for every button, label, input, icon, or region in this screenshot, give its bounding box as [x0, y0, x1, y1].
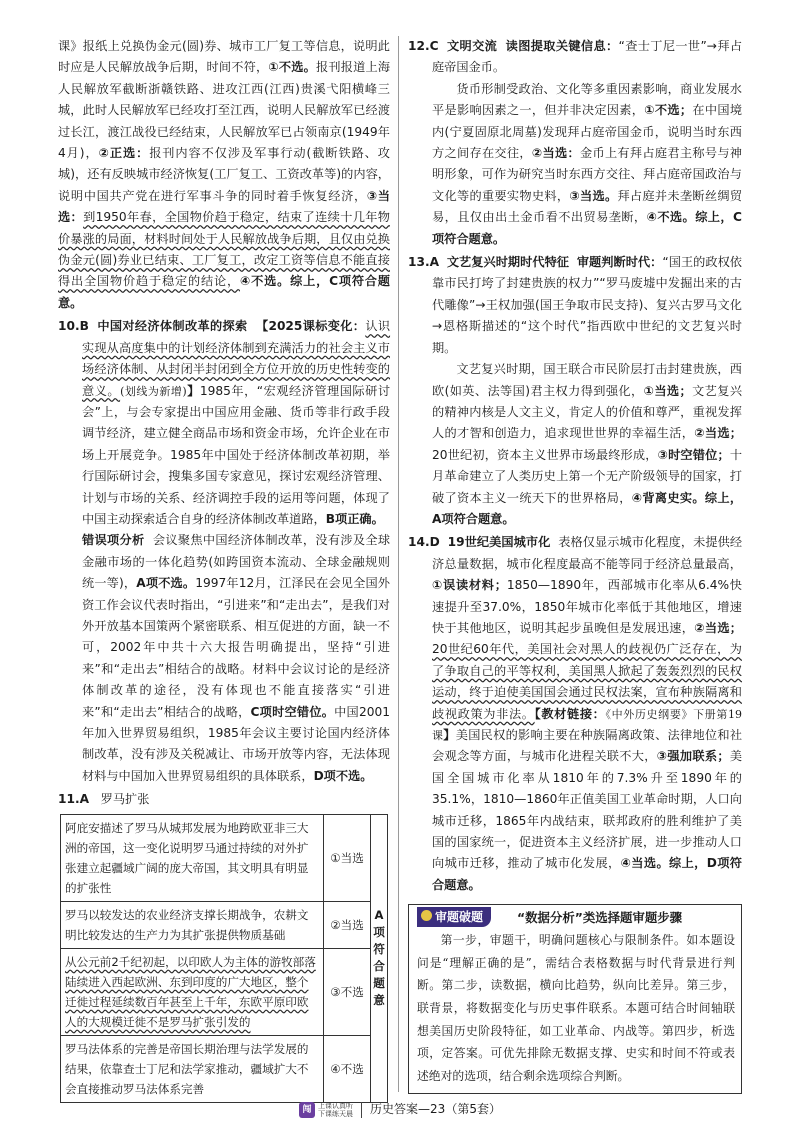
q11-analysis-table	[60, 814, 388, 1103]
q13-answer: 13.A 文艺复兴时期时代特征 审题判断时代：“国王的政权依靠市民打垮了封建贵族的权力”“罗马废墟中发掘出来的古代雕像”→王权加强(国王争取市民支持)、复兴古罗马文化→恩格斯描述的“这个时代”指西欧中世纪的文艺复兴时期。	[408, 255, 742, 355]
brand-logo: 闯 上课认真听 下课练天晨	[299, 1102, 353, 1118]
q11-answer-cell: A项符合题意	[371, 814, 388, 1102]
q12-answer: 12.C 文明交流 读图提取关键信息：“查士丁尼一世”→拜占庭帝国金币。	[408, 39, 743, 75]
right-column	[408, 36, 742, 1094]
tip-tag: 审题破题	[417, 907, 491, 927]
q9-continuation: 课》报纸上兑换伪金元(圆)券、城市工厂复工等信息，说明此时应是人民解放战争后期，时间不符，①不选。报刊报道上海人民解放军截断浙赣铁路、进攻江西(江西)贵溪弋阳横峰三城，此时人民解放军已经攻打至江西，说明人民解放军已经渡过长江，渡江战役已经结束，人民解放军已占领南京(1949年4月)，②正选：报刊内容不仅涉及军事行动(截断铁路、攻城)，还有反映城市经济恢复(工厂复工、工资改革等)的内容，说明中国共产党在进行军事斗争的同时着手恢复经济，③当选：到1950年春，全国物价趋于稳定，结束了连续十几年物价暴涨的局面，材料时间处于人民解放战争后期，且仅由兑换伪金元(圆)券业已结束、工厂复工，改定工资等信息不能直接得出全国物价趋于稳定的结论，④不选。综上，C项符合题意。	[58, 39, 391, 310]
q10-error-analysis: 错误项分析 会议聚焦中国经济体制改革，没有涉及全球金融市场的一体化趋势(如跨国资本流动、全球金融规则统一等)，A项不选。1997年12月，江泽民在会见全国外资工作会议代表时指出，“引进来”和“走出去”，是我们对外开放基本国策两个紧密联系、相互促进的方面，缺一不可，2002年中共十六大报告明确提出，坚持“引进来”和“走出去”相结合的战略。材料中会议讨论的是经济体制改革的途径，没有体现也不能直接落实“引进来”和“走出去”相结合的战略，C项时空错位。中国2001年加入世界贸易组织，1985年会议主要讨论国内经济体制改革，没有涉及关税减让、市场开放等内容，无法体现材料与中国加入世界贸易组织的具体联系，D项不选。	[82, 533, 391, 783]
error-analysis-label: 错误项分析	[82, 533, 145, 548]
table-row: 从公元前2千纪初起，以印欧人为主体的游牧部落陆续进入西起欧洲、东到印度的广大地区，整个迁徙过程延续数百年甚至上千年，东欧平原印欧人的大规模迁徙不是罗马扩张引发的 ③不选	[61, 948, 388, 1035]
left-column	[58, 36, 390, 1103]
q14-number: 14.D	[408, 535, 440, 550]
q10-answer: 10.B 中国对经济体制改革的探索 【2025课标变化：认识实现从高度集中的计划经济体制到充满活力的社会主义市场经济体制、从封闭半封闭到全方位开放的历史性转变的意义。(划线为新增)】1985年，“宏观经济管理国际研讨会”上，与会专家提出中国应用金融、货币等非行政手段调节经济，建立健全商品市场和资金市场，允许企业在市场上开展竞争。1985年中国处于经济体制改革初期，举行国际研讨会，搜集多国专家意见，探讨宏观经济管理、计划与市场的关系、经济调控手段的运用等问题，体现了中国主动探索适合自身的经济体制改革道路，B项正确。	[58, 319, 391, 526]
q10-number: 10.B	[58, 319, 89, 334]
tip-text: 第一步，审题干，明确问题核心与限制条件。如本题设问是“理解正确的是”，需结合表格数据与时代背景进行判断。第二步，读数据，横向比趋势，纵向比差异。第三步，联背景，将数据变化与历史事件联系。本题可结合时间轴联想美国历史阶段特征，如工业革命、内战等。第四步，析选项，定答案。可优先排除无数据支撑、史实和时间不符或表述绝对的选项，结合剩余选项综合判断。	[417, 933, 735, 1083]
table-row: 罗马以较发达的农业经济支撑长期战争，农耕文明比较发达的生产力为其扩张提供物质基础 ②当选	[61, 901, 388, 948]
brand-logo-icon: 闯	[299, 1102, 315, 1118]
lightbulb-icon	[421, 910, 432, 921]
tip-header	[417, 905, 735, 929]
exam-tip-box	[408, 904, 742, 1094]
q12-body: 货币形制受政治、文化等多重因素影响，商业发展水平是影响因素之一，但并非决定因素，①不选；在中国境内(宁夏固原北周墓)发现拜占庭帝国金币，说明当时东西方之间存在交往，②当选：金币上有拜占庭君主称号与神明形象，可作为研究当时东西方交往、拜占庭帝国政治与文化等的重要实物史料，③当选。拜占庭并未垄断丝绸贸易，且仅由出土金币看不出贸易垄断，④不选。综上，C项符合题意。	[432, 81, 743, 246]
q13-body: 文艺复兴时期，国王联合市民阶层打击封建贵族，西欧(如英、法等国)君主权力得到强化，①当选；文艺复兴的精神内核是人文主义，肯定人的价值和尊严，重视发挥人的才智和创造力，追求现世世界的幸福生活，②当选；20世纪初，资本主义世界市场最终形成，③时空错位；十月革命建立了人类历史上第一个无产阶级领导的国家，打破了资本主义一统天下的世界格局，④背离史实。综上，A项符合题意。	[432, 362, 743, 526]
q12-number: 12.C	[408, 39, 439, 53]
q13-number: 13.A	[408, 255, 440, 270]
page-number: 历史答案—23（第5套）	[370, 1102, 501, 1117]
table-row: 阿庇安描述了罗马从城邦发展为地跨欧亚非三大洲的帝国，这一变化说明罗马通过持续的对外扩张建立起疆域广阔的庞大帝国，其文明具有明显的扩张性 ①当选 A项符合题意	[61, 814, 388, 901]
q11-topic: 罗马扩张	[100, 792, 150, 807]
footer-separator	[361, 1102, 362, 1118]
page-footer	[0, 1098, 800, 1121]
q11-number: 11.A	[58, 792, 90, 807]
column-divider	[398, 36, 399, 1092]
q10-topic: 中国对经济体制改革的探索	[97, 319, 248, 334]
table-row: 罗马法体系的完善是帝国长期治理与法学发展的结果，依靠查士丁尼和法学家推动，疆域扩大不会直接推动罗马法体系完善 ④不选	[61, 1035, 388, 1102]
q11-answer	[58, 789, 390, 810]
q14-answer: 14.D 19世纪美国城市化 表格仅显示城市化程度，未提供经济总量数据，城市化程度最高不能等同于经济总量最高，①误读材料；1850—1890年，西部城市化率从6.4%快速提升至37.0%，1850年城市化率低于其他地区，增速快于其他地区，说明其起步虽晚但是发展迅速，②当选；20世纪60年代，美国社会对黑人的歧视仍广泛存在，为了争取自己的平等权利，美国黑人掀起了轰轰烈烈的民权运动，终于迫使美国国会通过民权法案，宣布种族隔离和歧视政策为非法。【教材链接：《中外历史纲要》下册第19课】美国民权的影响主要在种族隔离政策、法律地位和社会观念等方面，与城市化进程关联不大，③强加联系；美国全国城市化率从1810年的7.3%升至1890年的35.1%，1810—1860年正值美国工业革命时期，人口向城市迁移，1865年内战结束，联邦政府的胜利维护了美国的国家统一，促进资本主义经济扩展，进一步推动人口向城市迁移，推动了城市化发展，④当选。综上，D项符合题意。	[408, 535, 743, 892]
tip-title: “数据分析”类选择题审题步骤	[517, 909, 682, 925]
